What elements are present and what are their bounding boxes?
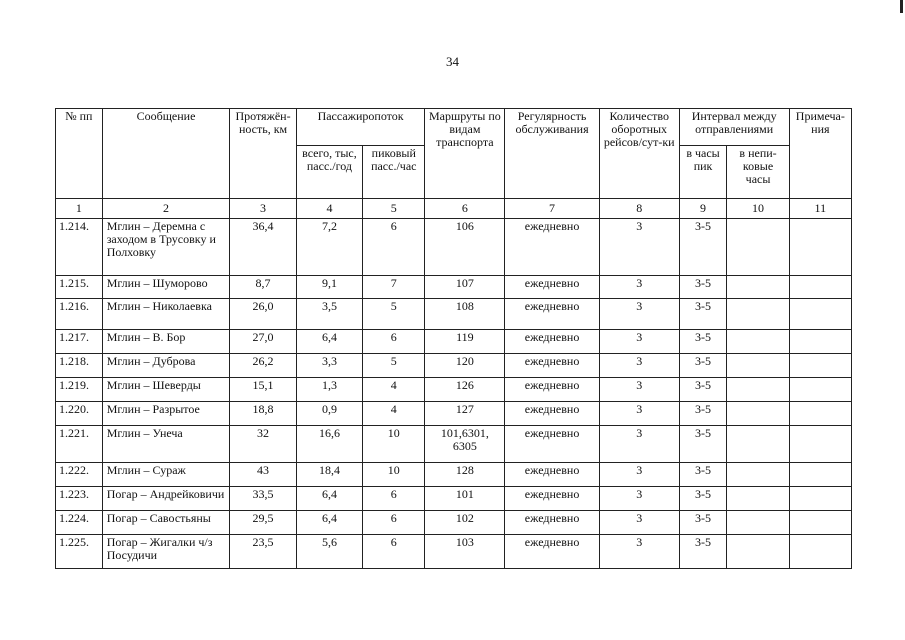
route-length: 36,4 [230,219,296,276]
route-numbers: 107 [425,276,505,299]
column-number-row [56,199,852,219]
interval-offpeak [727,330,789,354]
trips-per-day: 3 [599,378,679,402]
trips-per-day: 3 [599,426,679,463]
table-row [56,299,852,330]
table-row [56,463,852,487]
flow-total: 6,4 [296,330,362,354]
table-row [56,354,852,378]
regularity: ежедневно [505,487,599,511]
trips-per-day: 3 [599,354,679,378]
table-row [56,378,852,402]
flow-peak: 10 [363,426,425,463]
route-numbers: 101,6301, 6305 [425,426,505,463]
interval-offpeak [727,276,789,299]
flow-peak: 4 [363,402,425,426]
row-number: 1.224. [56,511,103,535]
route-name: Погар – Савостьяны [102,511,230,535]
notes [789,402,851,426]
interval-offpeak [727,378,789,402]
notes [789,276,851,299]
route-length: 33,5 [230,487,296,511]
route-name: Мглин – Дуброва [102,354,230,378]
row-number: 1.215. [56,276,103,299]
flow-peak: 10 [363,463,425,487]
header-route: Сообщение [102,109,230,199]
notes [789,426,851,463]
route-numbers: 103 [425,535,505,569]
header-trips: Количество оборотных рейсов/сут-ки [599,109,679,199]
notes [789,299,851,330]
table-row [56,511,852,535]
column-number: 7 [505,199,599,219]
row-number: 1.222. [56,463,103,487]
header-regularity: Регулярность обслуживания [505,109,599,199]
interval-peak: 3-5 [679,299,727,330]
interval-peak: 3-5 [679,426,727,463]
row-number: 1.216. [56,299,103,330]
flow-peak: 6 [363,330,425,354]
interval-offpeak [727,535,789,569]
header-interval-offpeak: в непи-ковые часы [727,146,789,199]
route-length: 23,5 [230,535,296,569]
regularity: ежедневно [505,219,599,276]
route-name: Мглин – Сураж [102,463,230,487]
flow-total: 16,6 [296,426,362,463]
row-number: 1.218. [56,354,103,378]
flow-total: 3,3 [296,354,362,378]
row-number: 1.219. [56,378,103,402]
route-length: 26,2 [230,354,296,378]
route-length: 43 [230,463,296,487]
trips-per-day: 3 [599,535,679,569]
column-number: 3 [230,199,296,219]
table-row [56,535,852,569]
column-number: 10 [727,199,789,219]
regularity: ежедневно [505,354,599,378]
interval-peak: 3-5 [679,330,727,354]
table-body [56,199,852,569]
flow-total: 9,1 [296,276,362,299]
route-numbers: 101 [425,487,505,511]
regularity: ежедневно [505,299,599,330]
flow-total: 7,2 [296,219,362,276]
page-number: 34 [446,54,459,69]
table-row [56,330,852,354]
interval-peak: 3-5 [679,402,727,426]
column-number: 4 [296,199,362,219]
notes [789,535,851,569]
row-number: 1.220. [56,402,103,426]
flow-peak: 6 [363,487,425,511]
flow-peak: 6 [363,511,425,535]
route-name: Мглин – В. Бор [102,330,230,354]
table-row [56,487,852,511]
route-length: 18,8 [230,402,296,426]
routes-table [55,108,852,569]
route-numbers: 119 [425,330,505,354]
regularity: ежедневно [505,276,599,299]
trips-per-day: 3 [599,276,679,299]
trips-per-day: 3 [599,511,679,535]
route-length: 32 [230,426,296,463]
trips-per-day: 3 [599,463,679,487]
flow-peak: 4 [363,378,425,402]
header-notes: Примеча-ния [789,109,851,199]
row-number: 1.221. [56,426,103,463]
row-number: 1.225. [56,535,103,569]
regularity: ежедневно [505,463,599,487]
flow-total: 3,5 [296,299,362,330]
interval-peak: 3-5 [679,276,727,299]
route-length: 8,7 [230,276,296,299]
column-number: 9 [679,199,727,219]
notes [789,463,851,487]
header-flow-peak: пиковый пасс./час [363,146,425,199]
table-row [56,402,852,426]
notes [789,511,851,535]
route-name: Погар – Андрейковичи [102,487,230,511]
flow-total: 1,3 [296,378,362,402]
trips-per-day: 3 [599,219,679,276]
regularity: ежедневно [505,535,599,569]
flow-peak: 5 [363,354,425,378]
flow-peak: 6 [363,535,425,569]
interval-peak: 3-5 [679,487,727,511]
flow-peak: 6 [363,219,425,276]
route-name: Мглин – Николаевка [102,299,230,330]
flow-total: 6,4 [296,511,362,535]
column-number: 11 [789,199,851,219]
column-number: 6 [425,199,505,219]
flow-total: 18,4 [296,463,362,487]
notes [789,330,851,354]
column-number: 2 [102,199,230,219]
header-routes: Маршруты по видам транспорта [425,109,505,199]
flow-total: 6,4 [296,487,362,511]
route-length: 27,0 [230,330,296,354]
interval-offpeak [727,426,789,463]
column-number: 5 [363,199,425,219]
table-row [56,426,852,463]
route-name: Мглин – Разрытое [102,402,230,426]
header-length: Протяжён-ность, км [230,109,296,199]
interval-offpeak [727,511,789,535]
flow-peak: 7 [363,276,425,299]
interval-offpeak [727,299,789,330]
table-row [56,219,852,276]
interval-peak: 3-5 [679,535,727,569]
route-length: 15,1 [230,378,296,402]
interval-peak: 3-5 [679,378,727,402]
header-flow: Пассажиропоток [296,109,425,146]
route-name: Мглин – Унеча [102,426,230,463]
interval-offpeak [727,487,789,511]
route-name: Мглин – Шеверды [102,378,230,402]
trips-per-day: 3 [599,402,679,426]
notes [789,219,851,276]
page-edge-mark [900,0,903,13]
column-number: 8 [599,199,679,219]
route-name: Погар – Жигалки ч/з Посудичи [102,535,230,569]
route-numbers: 120 [425,354,505,378]
route-length: 29,5 [230,511,296,535]
interval-peak: 3-5 [679,463,727,487]
table-row [56,276,852,299]
route-numbers: 108 [425,299,505,330]
route-name: Мглин – Деремна с заходом в Трусовку и Полховку [102,219,230,276]
notes [789,378,851,402]
interval-offpeak [727,402,789,426]
route-numbers: 127 [425,402,505,426]
header-num: № пп [56,109,103,199]
interval-peak: 3-5 [679,354,727,378]
route-numbers: 106 [425,219,505,276]
header-interval: Интервал между отправлениями [679,109,789,146]
flow-total: 5,6 [296,535,362,569]
route-numbers: 126 [425,378,505,402]
route-length: 26,0 [230,299,296,330]
header-flow-total: всего, тыс, пасс./год [296,146,362,199]
flow-total: 0,9 [296,402,362,426]
trips-per-day: 3 [599,330,679,354]
interval-offpeak [727,219,789,276]
regularity: ежедневно [505,378,599,402]
trips-per-day: 3 [599,487,679,511]
route-numbers: 128 [425,463,505,487]
flow-peak: 5 [363,299,425,330]
column-number: 1 [56,199,103,219]
regularity: ежедневно [505,330,599,354]
row-number: 1.217. [56,330,103,354]
table-header [56,109,852,199]
row-number: 1.214. [56,219,103,276]
regularity: ежедневно [505,511,599,535]
route-numbers: 102 [425,511,505,535]
notes [789,354,851,378]
notes [789,487,851,511]
regularity: ежедневно [505,426,599,463]
trips-per-day: 3 [599,299,679,330]
interval-peak: 3-5 [679,219,727,276]
header-interval-peak: в часы пик [679,146,727,199]
regularity: ежедневно [505,402,599,426]
interval-offpeak [727,354,789,378]
route-name: Мглин – Шуморово [102,276,230,299]
interval-offpeak [727,463,789,487]
interval-peak: 3-5 [679,511,727,535]
row-number: 1.223. [56,487,103,511]
